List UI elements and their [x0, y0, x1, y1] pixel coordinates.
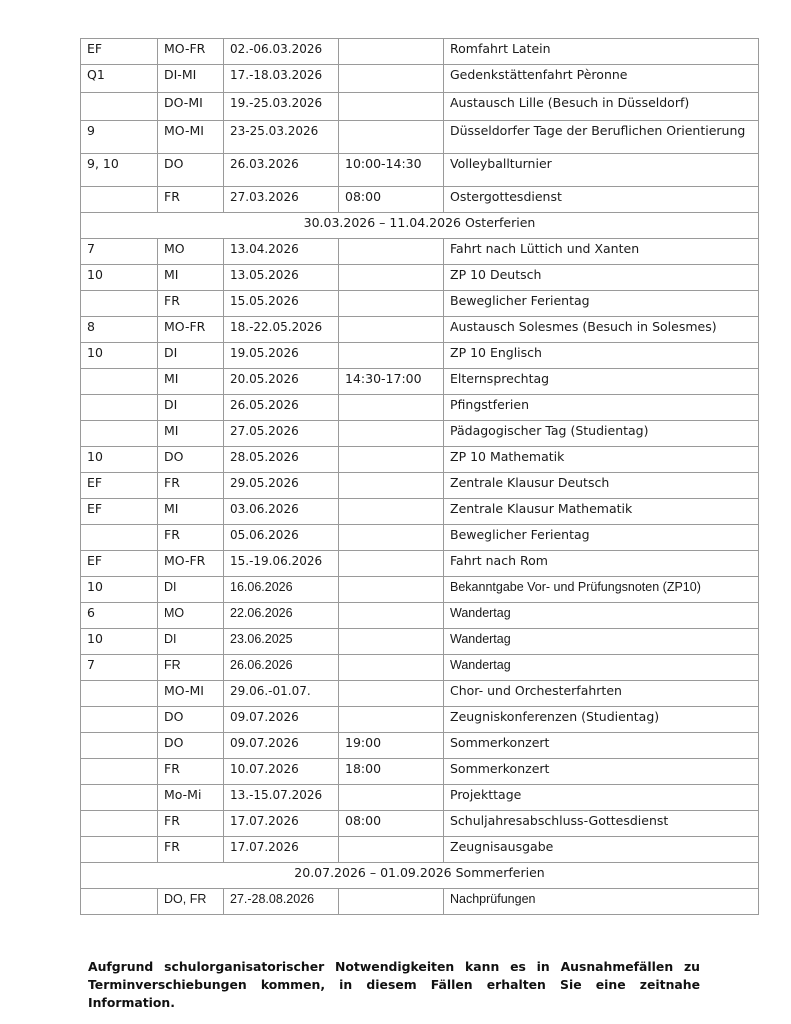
date-cell: 17.07.2026	[224, 811, 339, 837]
holiday-row	[81, 863, 759, 889]
event-cell: ZP 10 Deutsch	[444, 265, 759, 291]
table-row	[81, 369, 759, 395]
day-cell: MO-FR	[158, 317, 224, 343]
event-cell: Ostergottesdienst	[444, 187, 759, 213]
grade-cell: EF	[81, 39, 158, 65]
grade-cell: Q1	[81, 65, 158, 93]
date-cell: 17.-18.03.2026	[224, 65, 339, 93]
date-cell: 27.03.2026	[224, 187, 339, 213]
date-cell: 17.07.2026	[224, 837, 339, 863]
day-cell: DI-MI	[158, 65, 224, 93]
day-cell: FR	[158, 655, 224, 681]
time-cell	[339, 447, 444, 473]
holiday-row	[81, 213, 759, 239]
date-cell: 03.06.2026	[224, 499, 339, 525]
event-cell: Sommerkonzert	[444, 733, 759, 759]
event-cell: Düsseldorfer Tage der Beruflichen Orientierung	[444, 121, 759, 154]
day-cell: DO	[158, 447, 224, 473]
table-row	[81, 93, 759, 121]
table-row	[81, 187, 759, 213]
grade-cell	[81, 525, 158, 551]
grade-cell: 10	[81, 265, 158, 291]
grade-cell	[81, 759, 158, 785]
table-row	[81, 759, 759, 785]
date-cell: 26.03.2026	[224, 154, 339, 187]
day-cell: DI	[158, 629, 224, 655]
grade-cell	[81, 785, 158, 811]
table-row	[81, 239, 759, 265]
event-cell: Nachprüfungen	[444, 889, 759, 915]
time-cell	[339, 421, 444, 447]
date-cell: 05.06.2026	[224, 525, 339, 551]
day-cell: DO, FR	[158, 889, 224, 915]
grade-cell	[81, 837, 158, 863]
event-cell: ZP 10 Mathematik	[444, 447, 759, 473]
day-cell: MO-FR	[158, 551, 224, 577]
grade-cell	[81, 291, 158, 317]
time-cell	[339, 551, 444, 577]
holiday-period: 30.03.2026 – 11.04.2026 Osterferien	[81, 213, 759, 239]
table-row	[81, 629, 759, 655]
date-cell: 26.05.2026	[224, 395, 339, 421]
time-cell: 14:30-17:00	[339, 369, 444, 395]
time-cell: 08:00	[339, 187, 444, 213]
day-cell: MO	[158, 239, 224, 265]
table-row	[81, 655, 759, 681]
date-cell: 19.05.2026	[224, 343, 339, 369]
time-cell	[339, 291, 444, 317]
date-cell: 15.-19.06.2026	[224, 551, 339, 577]
table-row	[81, 395, 759, 421]
table-row	[81, 421, 759, 447]
table-row	[81, 603, 759, 629]
day-cell: FR	[158, 473, 224, 499]
table-row	[81, 265, 759, 291]
table-row	[81, 577, 759, 603]
table-row	[81, 499, 759, 525]
event-cell: Elternsprechtag	[444, 369, 759, 395]
time-cell	[339, 629, 444, 655]
time-cell	[339, 525, 444, 551]
date-cell: 27.-28.08.2026	[224, 889, 339, 915]
day-cell: MI	[158, 499, 224, 525]
table-row	[81, 317, 759, 343]
table-row	[81, 121, 759, 154]
event-cell: Chor- und Orchesterfahrten	[444, 681, 759, 707]
day-cell: FR	[158, 759, 224, 785]
day-cell: MO-MI	[158, 681, 224, 707]
event-cell: Beweglicher Ferientag	[444, 291, 759, 317]
date-cell: 09.07.2026	[224, 707, 339, 733]
grade-cell: 9, 10	[81, 154, 158, 187]
day-cell: FR	[158, 837, 224, 863]
table-row	[81, 551, 759, 577]
table-row	[81, 681, 759, 707]
time-cell	[339, 889, 444, 915]
table-row	[81, 889, 759, 915]
grade-cell: EF	[81, 551, 158, 577]
day-cell: DO-MI	[158, 93, 224, 121]
day-cell: FR	[158, 811, 224, 837]
grade-cell	[81, 93, 158, 121]
grade-cell: 10	[81, 629, 158, 655]
event-cell: Fahrt nach Rom	[444, 551, 759, 577]
date-cell: 10.07.2026	[224, 759, 339, 785]
grade-cell: 7	[81, 239, 158, 265]
time-cell	[339, 707, 444, 733]
footer-note: Aufgrund schulorganisatorischer Notwendigkeiten kann es in Ausnahmefällen zu Terminverschiebungen kommen, in diesem Fällen erhalten Sie eine zeitnahe Information.	[88, 959, 700, 1010]
time-cell	[339, 785, 444, 811]
grade-cell	[81, 811, 158, 837]
date-cell: 13.05.2026	[224, 265, 339, 291]
grade-cell: 8	[81, 317, 158, 343]
time-cell	[339, 317, 444, 343]
event-cell: Pfingstferien	[444, 395, 759, 421]
table-row	[81, 811, 759, 837]
table-row	[81, 733, 759, 759]
grade-cell	[81, 889, 158, 915]
grade-cell: 6	[81, 603, 158, 629]
event-cell: Wandertag	[444, 629, 759, 655]
date-cell: 18.-22.05.2026	[224, 317, 339, 343]
table-row	[81, 785, 759, 811]
time-cell	[339, 93, 444, 121]
time-cell	[339, 265, 444, 291]
grade-cell	[81, 707, 158, 733]
date-cell: 16.06.2026	[224, 577, 339, 603]
time-cell	[339, 121, 444, 154]
date-cell: 26.06.2026	[224, 655, 339, 681]
date-cell: 09.07.2026	[224, 733, 339, 759]
event-cell: Gedenkstättenfahrt Pèronne	[444, 65, 759, 93]
day-cell: DO	[158, 707, 224, 733]
table-row	[81, 447, 759, 473]
grade-cell: EF	[81, 473, 158, 499]
time-cell: 19:00	[339, 733, 444, 759]
day-cell: MO-MI	[158, 121, 224, 154]
event-cell: Austausch Solesmes (Besuch in Solesmes)	[444, 317, 759, 343]
event-cell: Beweglicher Ferientag	[444, 525, 759, 551]
event-cell: Volleyballturnier	[444, 154, 759, 187]
time-cell	[339, 499, 444, 525]
day-cell: DI	[158, 343, 224, 369]
day-cell: DO	[158, 733, 224, 759]
day-cell: MI	[158, 369, 224, 395]
date-cell: 15.05.2026	[224, 291, 339, 317]
day-cell: DI	[158, 395, 224, 421]
table-row	[81, 525, 759, 551]
date-cell: 02.-06.03.2026	[224, 39, 339, 65]
time-cell: 08:00	[339, 811, 444, 837]
table-row	[81, 837, 759, 863]
day-cell: DO	[158, 154, 224, 187]
date-cell: 23.06.2025	[224, 629, 339, 655]
table-row	[81, 65, 759, 93]
day-cell: MO	[158, 603, 224, 629]
grade-cell: 10	[81, 447, 158, 473]
date-cell: 13.04.2026	[224, 239, 339, 265]
date-cell: 22.06.2026	[224, 603, 339, 629]
grade-cell	[81, 733, 158, 759]
grade-cell: EF	[81, 499, 158, 525]
time-cell	[339, 473, 444, 499]
date-cell: 29.05.2026	[224, 473, 339, 499]
day-cell: MO-FR	[158, 39, 224, 65]
date-cell: 29.06.-01.07.	[224, 681, 339, 707]
grade-cell	[81, 369, 158, 395]
time-cell	[339, 343, 444, 369]
grade-cell: 10	[81, 577, 158, 603]
table-row	[81, 39, 759, 65]
event-cell: Zeugnisausgabe	[444, 837, 759, 863]
event-cell: Zeugniskonferenzen (Studientag)	[444, 707, 759, 733]
event-cell: Wandertag	[444, 603, 759, 629]
event-cell: Zentrale Klausur Mathematik	[444, 499, 759, 525]
time-cell	[339, 603, 444, 629]
day-cell: MI	[158, 421, 224, 447]
event-cell: Fahrt nach Lüttich und Xanten	[444, 239, 759, 265]
table-row	[81, 343, 759, 369]
date-cell: 13.-15.07.2026	[224, 785, 339, 811]
date-cell: 23-25.03.2026	[224, 121, 339, 154]
date-cell: 28.05.2026	[224, 447, 339, 473]
event-cell: Projekttage	[444, 785, 759, 811]
grade-cell	[81, 681, 158, 707]
date-cell: 27.05.2026	[224, 421, 339, 447]
time-cell	[339, 395, 444, 421]
event-cell: Schuljahresabschluss-Gottesdienst	[444, 811, 759, 837]
day-cell: FR	[158, 187, 224, 213]
event-cell: Romfahrt Latein	[444, 39, 759, 65]
time-cell	[339, 837, 444, 863]
day-cell: FR	[158, 525, 224, 551]
time-cell	[339, 39, 444, 65]
time-cell	[339, 577, 444, 603]
event-cell: Sommerkonzert	[444, 759, 759, 785]
event-cell: Austausch Lille (Besuch in Düsseldorf)	[444, 93, 759, 121]
grade-cell	[81, 421, 158, 447]
holiday-period: 20.07.2026 – 01.09.2026 Sommerferien	[81, 863, 759, 889]
grade-cell: 9	[81, 121, 158, 154]
time-cell: 18:00	[339, 759, 444, 785]
date-cell: 20.05.2026	[224, 369, 339, 395]
time-cell: 10:00-14:30	[339, 154, 444, 187]
schedule-table	[80, 38, 759, 915]
day-cell: DI	[158, 577, 224, 603]
date-cell: 19.-25.03.2026	[224, 93, 339, 121]
event-cell: ZP 10 Englisch	[444, 343, 759, 369]
table-row	[81, 707, 759, 733]
day-cell: Mo-Mi	[158, 785, 224, 811]
event-cell: Pädagogischer Tag (Studientag)	[444, 421, 759, 447]
table-row	[81, 473, 759, 499]
event-cell: Wandertag	[444, 655, 759, 681]
time-cell	[339, 681, 444, 707]
day-cell: FR	[158, 291, 224, 317]
time-cell	[339, 65, 444, 93]
grade-cell: 7	[81, 655, 158, 681]
grade-cell: 10	[81, 343, 158, 369]
schedule-body	[81, 39, 759, 915]
event-cell: Zentrale Klausur Deutsch	[444, 473, 759, 499]
time-cell	[339, 239, 444, 265]
day-cell: MI	[158, 265, 224, 291]
grade-cell	[81, 395, 158, 421]
table-row	[81, 291, 759, 317]
event-cell: Bekanntgabe Vor- und Prüfungsnoten (ZP10)	[444, 577, 759, 603]
time-cell	[339, 655, 444, 681]
grade-cell	[81, 187, 158, 213]
table-row	[81, 154, 759, 187]
